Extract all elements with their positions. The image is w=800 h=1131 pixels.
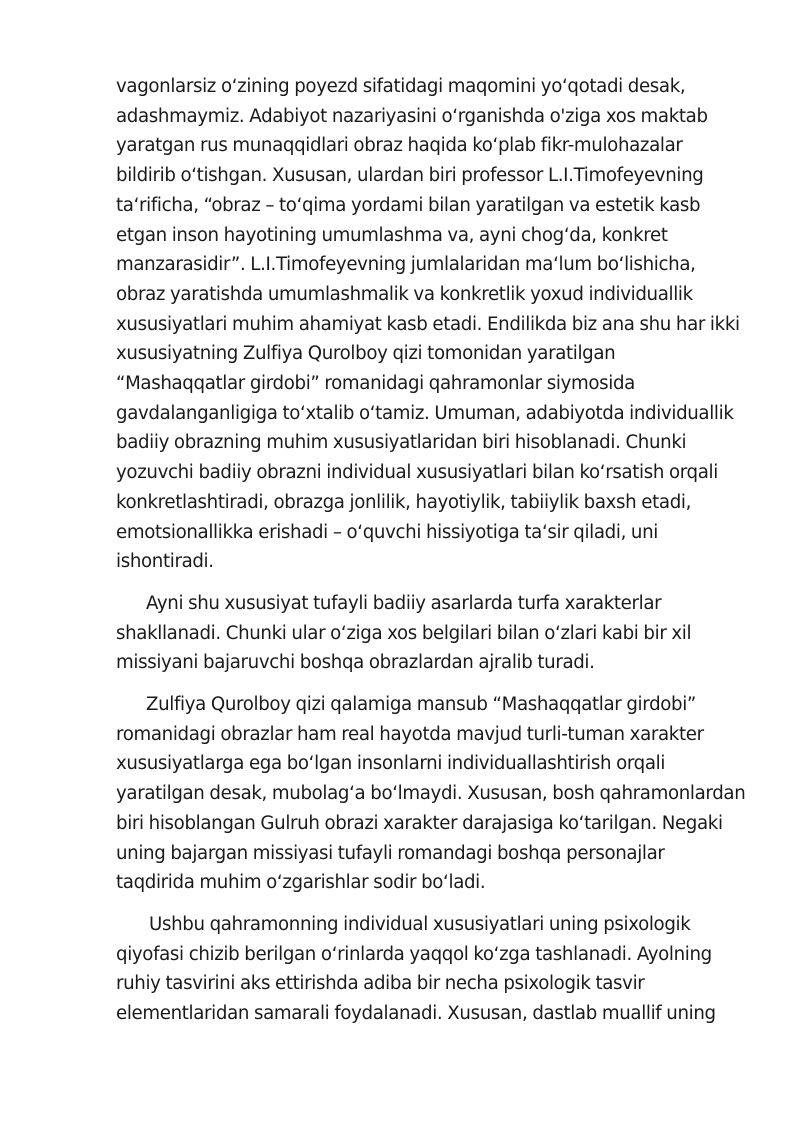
paragraph-4: Ushbu qahramonning individual xususiyatlari uning psixologik qiyofasi chizib berilgan oʻrinlarda yaqqol koʻzga tashlanadi. Ayolning ruhiy tasvirini aks ettirishda adiba bir necha psixologik tasvir elementlaridan samarali foydalanadi. Xususan, dastlab muallif uning — [116, 913, 716, 1025]
paragraph-2: Ayni shu xususiyat tufayli badiiy asarlarda turfa xarakterlar shakllanadi. Chunki ular oʻziga xos belgilari bilan oʻzlari kabi bir xil missiyani bajaruvchi boshqa obrazlardan ajralib turadi. — [116, 592, 692, 674]
paragraph-1: vagonlarsiz oʻzining poyezd sifatidagi maqomini yoʻqotadi desak, adashmaymiz. Adabiyot nazariyasini oʻrganishda o'ziga xos maktab yaratgan rus munaqqidlari obraz haqida koʻplab fikr-mulohazalar bildirib oʻtishgan. Xususan, ulardan biri professor L.I.Timofeyevning taʻrificha, “obraz – toʻqima yordami bilan yaratilgan va estetik kasb etgan inson hayotining umumlashma va, ayni chogʻda, konkret manzarasidir”. L.I.Timofeyevning jumlalaridan maʻlum boʻlishicha, obraz yaratishda umumlashmalik va konkretlik yoxud individuallik xususiyatlari muhim ahamiyat kasb etadi. Endilikda biz ana shu har ikki xususiyatning Zulfiya Qurolboy qizi tomonidan yaratilgan “Mashaqqatlar girdobi” romanidagi qahramonlar siymosida gavdalanganligiga toʻxtalib oʻtamiz. Umuman, adabiyotda individuallik badiiy obrazning muhim xususiyatlaridan biri hisoblanadi. Chunki yozuvchi badiiy obrazni individual xususiyatlari bilan koʻrsatish orqali konkretlashtiradi, obrazga jonlilik, hayotiylik, tabiiylik baxsh etadi, emotsionallikka erishadi – oʻquvchi hissiyotiga taʻsir qiladi, uni ishontiradi. — [116, 76, 740, 573]
paragraph-3: Zulfiya Qurolboy qizi qalamiga mansub “Mashaqqatlar girdobi” romanidagi obrazlar ham real hayotda mavjud turli-tuman xarakter xususiyatlarga ega boʻlgan insonlarni individuallashtirish orqali yaratilgan desak, mubolagʻa boʻlmaydi. Xususan, bosh qahramonlardan biri hisoblangan Gulruh obrazi xarakter darajasiga koʻtarilgan. Negaki uning bajargan missiyasi tufayli romandagi boshqa personajlar taqdirida muhim oʻzgarishlar sodir boʻladi. — [116, 694, 746, 894]
document-page — [116, 72, 746, 1041]
